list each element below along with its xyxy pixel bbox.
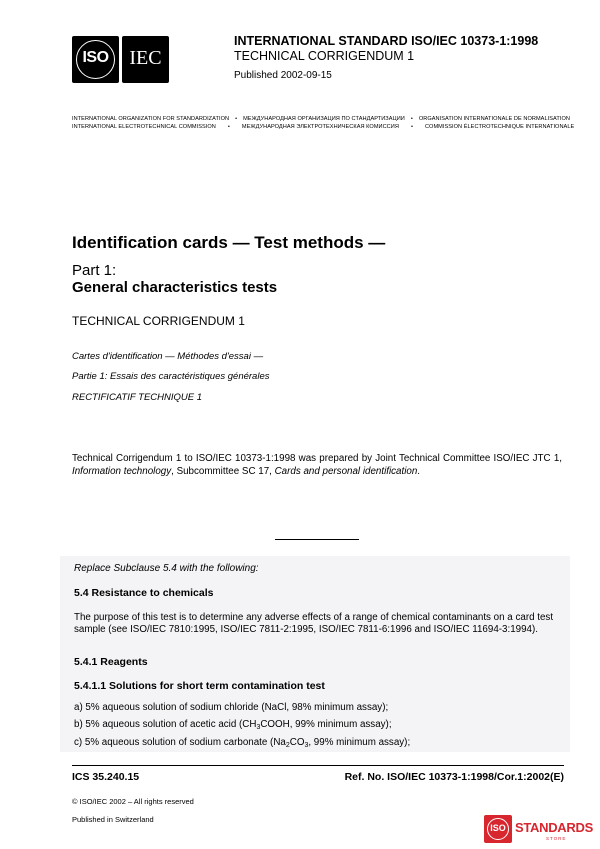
item-b-text: b) 5% aqueous solution of acetic acid (CH xyxy=(74,719,257,730)
item-b-subscript: 3 xyxy=(256,724,261,731)
list-item-c xyxy=(74,737,410,748)
paragraph-5-4: The purpose of this test is to determine any adverse effects of a range of chemical contaminants on a card test sample (see ISO/IEC 7810:1995, ISO/IEC 7811-2:1995, ISO/IEC 7811-6:1996 and ISO/IEC 11694-3:1994). xyxy=(74,612,554,635)
org-iso-ru: МЕЖДУНАРОДНАЯ ОРГАНИЗАЦИЯ ПО СТАНДАРТИЗАЦИИ xyxy=(243,116,405,122)
intro-text: . xyxy=(417,466,421,477)
technical-corrigendum-label: TECHNICAL CORRIGENDUM 1 xyxy=(72,314,245,328)
org-iso-fr: ORGANISATION INTERNATIONALE DE NORMALISATION xyxy=(418,116,570,122)
store-word: STANDARDS xyxy=(515,820,593,835)
heading-5-4-1-1: 5.4.1.1 Solutions for short term contamination test xyxy=(74,680,325,692)
separator-dot: • xyxy=(235,116,238,122)
item-c-text: c) 5% aqueous solution of sodium carbonate (Na xyxy=(74,737,286,748)
item-c-text: , 99% minimum assay); xyxy=(308,737,411,748)
item-c-subscript: 3 xyxy=(304,742,309,749)
french-corrigendum: RECTIFICATIF TECHNIQUE 1 xyxy=(72,392,203,403)
item-c-text: CO xyxy=(289,737,305,748)
separator-dot: • xyxy=(410,116,413,122)
footer-rule xyxy=(72,765,564,766)
heading-5-4-1: 5.4.1 Reagents xyxy=(74,656,148,668)
store-subtitle: STORE xyxy=(546,836,567,841)
item-b-text: COOH, 99% minimum assay); xyxy=(260,719,392,730)
list-item-a: a) 5% aqueous solution of sodium chloride (NaCl, 98% minimum assay); xyxy=(74,702,389,713)
reference-number: Ref. No. ISO/IEC 10373-1:1998/Cor.1:2002(E) xyxy=(344,771,564,783)
iec-logo-text: IEC xyxy=(129,47,162,69)
org-iec-en: INTERNATIONAL ELECTROTECHNICAL COMMISSION xyxy=(72,124,216,130)
iso-store-logo xyxy=(484,815,512,843)
separator-dot: • xyxy=(410,124,413,130)
intro-committee: Information technology xyxy=(72,466,172,477)
heading-5-4: 5.4 Resistance to chemicals xyxy=(74,587,214,599)
replace-instruction: Replace Subclause 5.4 with the following: xyxy=(74,563,259,574)
published-date: Published 2002-09-15 xyxy=(234,70,332,81)
divider-rule xyxy=(275,539,359,540)
corrigendum-label: TECHNICAL CORRIGENDUM 1 xyxy=(234,49,415,63)
iso-standards-store-badge[interactable] xyxy=(484,815,593,843)
org-iec-ru: МЕЖДУНАРОДНАЯ ЭЛЕКТРОТЕХНИЧЕСКАЯ КОМИССИЯ xyxy=(241,124,399,130)
ics-code: ICS 35.240.15 xyxy=(72,771,140,783)
separator-dot: • xyxy=(227,124,230,130)
intro-text: Technical Corrigendum 1 to ISO/IEC 10373-1:1998 was prepared by Joint Technical Committee ISO/IEC JTC 1, xyxy=(72,453,562,464)
part-title: General characteristics tests xyxy=(72,279,278,296)
organizations-row-1 xyxy=(72,116,570,122)
iso-logo xyxy=(72,36,119,83)
intro-paragraph xyxy=(72,452,562,478)
intro-subcommittee: Cards and personal identification xyxy=(274,466,418,477)
french-part-title: Partie 1: Essais des caractéristiques générales xyxy=(72,371,270,382)
iec-logo xyxy=(122,36,169,83)
copyright-notice: © ISO/IEC 2002 – All rights reserved xyxy=(72,797,194,806)
organizations-row-2 xyxy=(72,124,574,130)
standard-title: INTERNATIONAL STANDARD ISO/IEC 10373-1:1998 xyxy=(234,34,539,48)
item-c-subscript: 2 xyxy=(285,742,290,749)
iso-store-text: ISO xyxy=(490,823,506,833)
intro-text: , Subcommittee SC 17, xyxy=(171,466,275,477)
org-iec-fr: COMMISSION ÉLECTROTECHNIQUE INTERNATIONALE xyxy=(424,124,575,130)
org-iso-en: INTERNATIONAL ORGANIZATION FOR STANDARDIZATION xyxy=(72,116,230,122)
iso-logo-text: ISO xyxy=(82,49,109,66)
document-title: Identification cards — Test methods — xyxy=(72,233,386,252)
french-title: Cartes d'identification — Méthodes d'essai — xyxy=(72,351,264,362)
list-item-b xyxy=(74,719,392,730)
part-number: Part 1: xyxy=(72,262,117,279)
published-in: Published in Switzerland xyxy=(72,815,154,824)
